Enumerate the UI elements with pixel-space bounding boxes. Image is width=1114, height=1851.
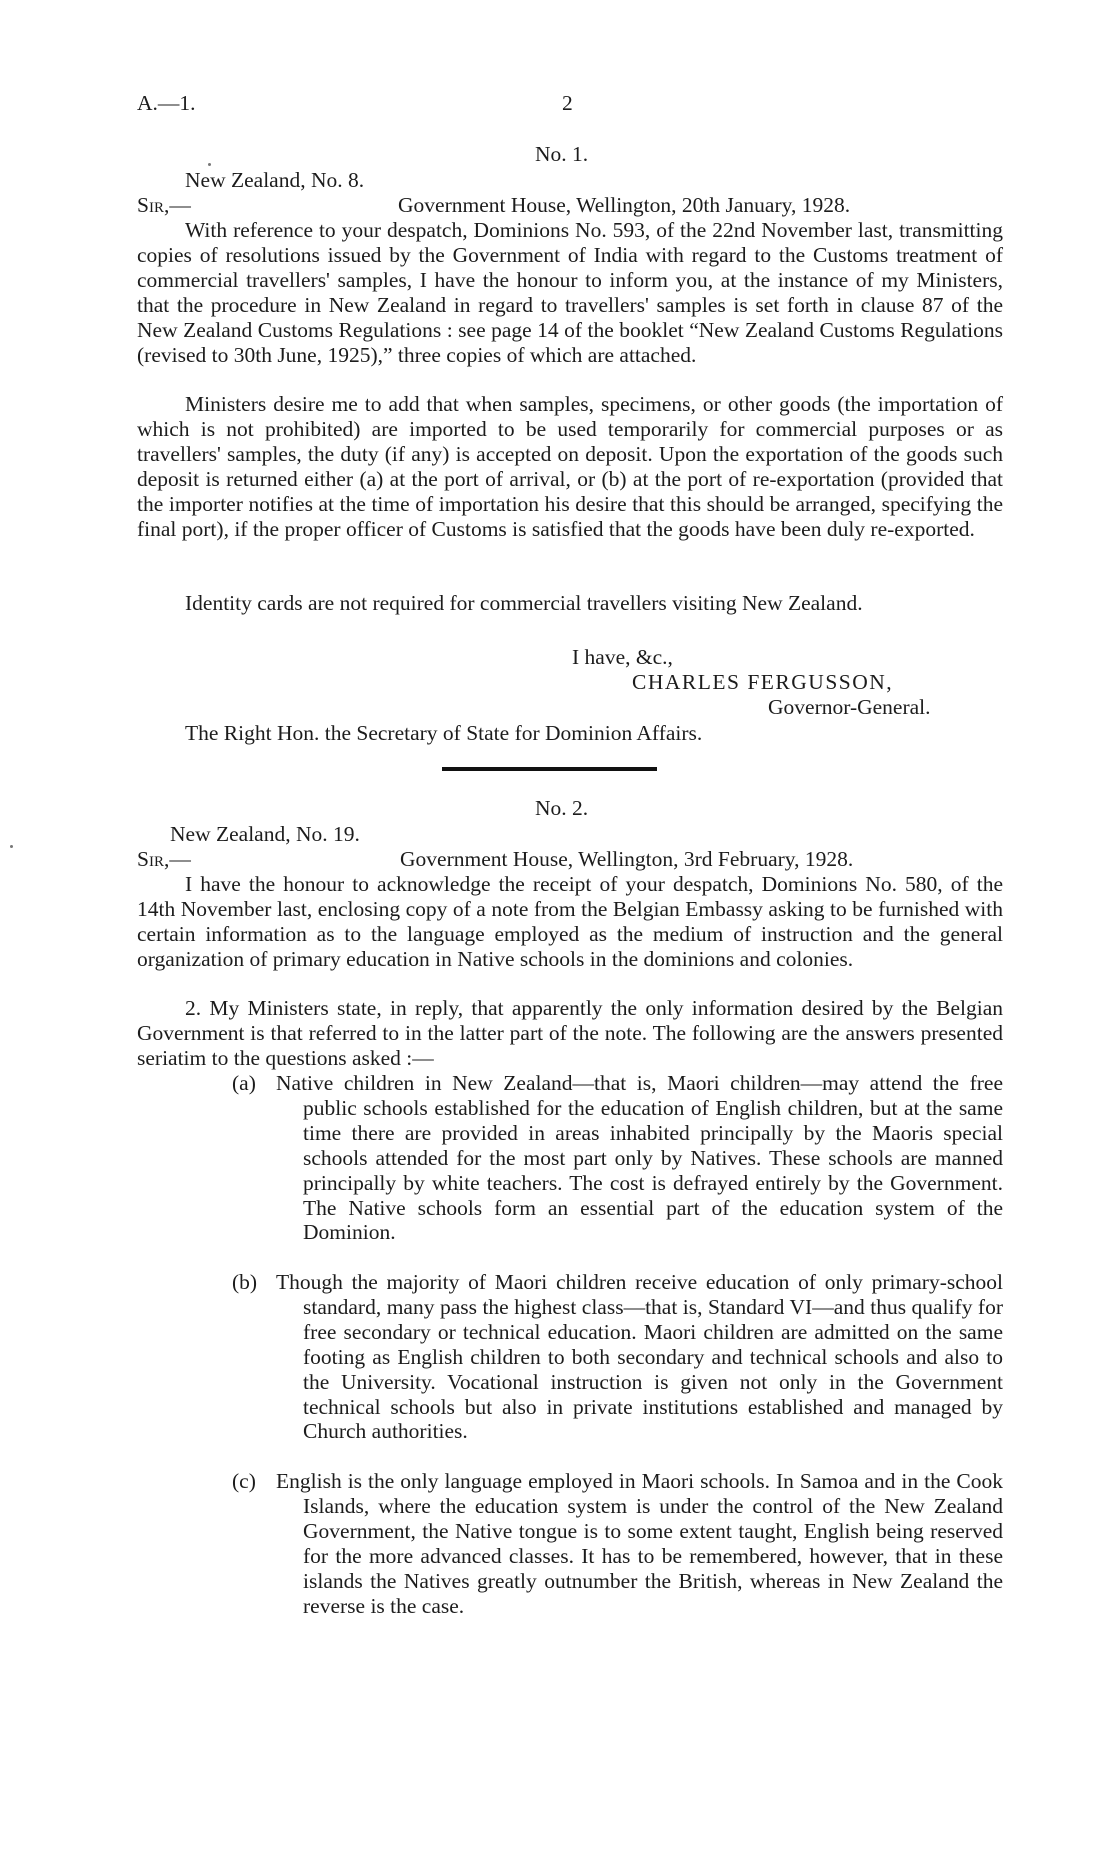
list-text-b: Though the majority of Maori children receive education of only primary-school standard, many pass the highest class—that is, Standard VI—and thus qualify for free secondary or technical education. Maori children are admitted on the same footing as English children to both secondary and technical schools and also to the University. Vocational instruction is given not only in the Government technical schools but also in private institutions established and managed by Church authorities. [276,1270,1003,1444]
dateline-1: Government House, Wellington, 20th January, 1928. [398,193,851,217]
series-code: A.—1. [137,91,196,115]
list-text-c: English is the only language employed in Maori schools. In Samoa and in the Cook Islands, where the education system is under the control of the New Zealand Government, the Native tongue is to some extent taught, English being reserved for the more advanced classes. It has to be remembered, however, that in these islands the Natives greatly outnumber the British, whereas in New Zealand the reverse is the case. [276,1469,1003,1618]
page-number: 2 [562,91,573,115]
list-marker-c: (c) [232,1469,256,1493]
closing-1: I have, &c., [572,645,673,669]
salutation-2: Sir,— [137,847,191,871]
list-marker-b: (b) [232,1270,258,1294]
list-item-b [232,1270,1003,1444]
despatch-number-1: No. 1. [535,142,589,166]
list-item-a [232,1071,1003,1245]
scan-speck [10,845,13,848]
signatory-title-1: Governor-General. [768,695,931,719]
salutation-1: Sir,— [137,193,191,217]
despatch-2-paragraph-2: 2. My Ministers state, in reply, that apparently the only information desired by the Belgian Government is that referred to in the latter part of the note. The following are the answers presented seriatim to the questions asked :— [137,996,1003,1070]
signatory-1: CHARLES FERGUSSON, [632,670,894,694]
despatch-1-paragraph-2: Ministers desire me to add that when samples, specimens, or other goods (the importation of which is not prohibited) are imported to be used temporarily for commercial purposes or as travellers' samples, the duty (if any) is accepted on deposit. Upon the exportation of the goods such deposit is returned either (a) at the port of arrival, or (b) at the port of re-exportation (provided that the importer notifies at the time of importation his desire that this should be arranged, specifying the final port), if the proper officer of Customs is satisfied that the goods have been duly re-exported. [137,392,1003,541]
section-divider [442,767,657,771]
despatch-number-2: No. 2. [535,796,589,820]
list-text-a: Native children in New Zealand—that is, Maori children—may attend the free public schools established for the education of English children, but at the same time there are provided in areas inhabited principally by the Maoris special schools attended for the most part only by Natives. These schools are manned principally by white teachers. The cost is defrayed entirely by the Government. The Native schools form an essential part of the education system of the Dominion. [276,1071,1003,1245]
despatch-1-paragraph-1: With reference to your despatch, Dominions No. 593, of the 22nd November last, transmitting copies of resolutions issued by the Government of India with regard to the Customs treatment of commercial travellers' samples, I have the honour to inform you, at the instance of my Ministers, that the procedure in New Zealand in regard to travellers' samples is set forth in clause 87 of the New Zealand Customs Regulations : see page 14 of the booklet “New Zealand Customs Regulations (revised to 30th June, 1925),” three copies of which are attached. [137,218,1003,367]
list-marker-a: (a) [232,1071,256,1095]
addressee-1: The Right Hon. the Secretary of State for Dominion Affairs. [185,721,703,745]
despatch-1-paragraph-3: Identity cards are not required for commercial travellers visiting New Zealand. [185,591,863,615]
despatch-2-paragraph-1: I have the honour to acknowledge the receipt of your despatch, Dominions No. 580, of the 14th November last, enclosing copy of a note from the Belgian Embassy asking to be furnished with certain information as to the language employed as the medium of instruction and the general organization of primary education in Native schools in the dominions and colonies. [137,872,1003,971]
despatch-ref-1: New Zealand, No. 8. [185,168,365,192]
despatch-ref-2: New Zealand, No. 19. [170,822,360,846]
list-item-c [232,1469,1003,1618]
scan-speck [208,163,211,166]
dateline-2: Government House, Wellington, 3rd February, 1928. [400,847,854,871]
